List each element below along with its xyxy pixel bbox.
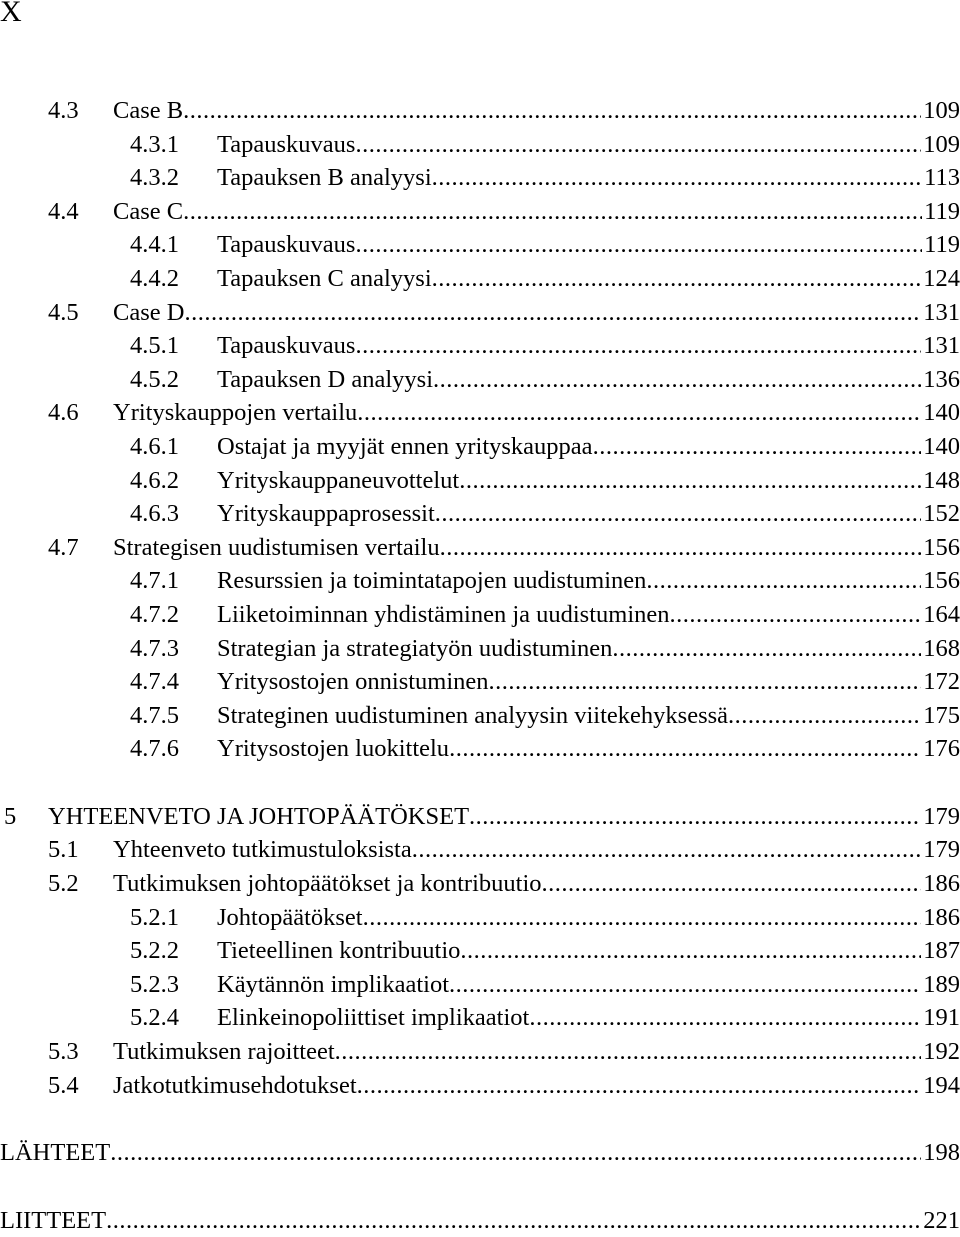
toc-entry-line	[113, 296, 960, 330]
toc-entry-page-number: 179	[923, 836, 960, 864]
table-of-contents	[0, 94, 960, 1237]
toc-entry-title: Tutkimuksen rajoitteet	[113, 1038, 335, 1066]
toc-entry-number: 4.7.3	[130, 634, 179, 662]
dot-leader	[459, 464, 921, 498]
dot-leader	[184, 296, 921, 330]
toc-entry-page-number: 109	[923, 97, 960, 124]
toc-entry-page-number: 189	[923, 970, 960, 998]
dot-leader	[612, 632, 921, 666]
dot-leader	[355, 228, 922, 262]
toc-entry-page-number: 131	[923, 332, 960, 360]
toc-entry-number: 4.4.1	[130, 231, 179, 259]
toc-entry[interactable]	[0, 531, 960, 565]
toc-entry-title: Case C	[113, 197, 184, 225]
dot-leader	[110, 1136, 921, 1170]
toc-entry-line	[113, 833, 960, 867]
toc-entry-line	[217, 128, 960, 162]
toc-entry-page-number: 172	[923, 668, 960, 696]
toc-entry-line	[48, 800, 960, 834]
toc-entry-line	[217, 901, 960, 935]
toc-entry-line	[217, 228, 960, 262]
toc-entry[interactable]	[0, 665, 960, 699]
dot-leader	[355, 329, 921, 363]
toc-entry[interactable]	[0, 867, 960, 901]
toc-entry-title: Tapauskuvaus	[217, 130, 356, 158]
toc-entry[interactable]	[0, 901, 960, 935]
toc-gap	[0, 766, 960, 800]
toc-entry-number: 4.7.6	[130, 735, 179, 763]
toc-entry[interactable]	[0, 564, 960, 598]
toc-entry-page-number: 131	[923, 298, 960, 326]
toc-entry-number: 5.2.1	[130, 903, 179, 931]
toc-entry-line	[0, 1204, 960, 1237]
toc-entry[interactable]	[0, 329, 960, 363]
dot-leader	[357, 396, 921, 430]
toc-entry-line	[217, 497, 960, 531]
dot-leader	[469, 800, 921, 834]
toc-entry-page-number: 136	[923, 365, 960, 393]
toc-entry[interactable]	[0, 161, 960, 195]
toc-entry-number: 4.7.4	[130, 668, 179, 696]
toc-entry-page-number: 113	[924, 164, 960, 192]
toc-entry-number: 5.2.4	[130, 1004, 179, 1032]
toc-entry-title: Tapauskuvaus	[217, 231, 356, 259]
toc-group-chapter-4	[0, 94, 960, 766]
toc-entry-title: Strateginen uudistuminen analyysin viitekehyksessä	[217, 701, 729, 729]
toc-entry[interactable]	[0, 262, 960, 296]
dot-leader	[433, 363, 921, 397]
toc-entry-number: 4.7.5	[130, 701, 179, 729]
toc-entry-page-number: 198	[923, 1139, 960, 1167]
dot-leader	[593, 430, 922, 464]
toc-entry-number: 4.7	[48, 533, 79, 561]
toc-entry-page-number: 140	[923, 399, 960, 427]
toc-entry-line	[0, 1136, 960, 1170]
toc-entry-page-number: 191	[923, 1004, 960, 1032]
toc-entry-page-number: 179	[923, 802, 960, 830]
toc-entry-page-number: 175	[923, 701, 960, 729]
toc-entry[interactable]	[0, 1035, 960, 1069]
toc-entry[interactable]	[0, 833, 960, 867]
toc-entry[interactable]	[0, 464, 960, 498]
toc-entry[interactable]	[0, 396, 960, 430]
toc-entry-number: 4.3.1	[130, 130, 179, 158]
toc-entry[interactable]	[0, 1069, 960, 1103]
toc-entry-number: 4.4.2	[130, 264, 179, 292]
toc-entry-title: Case D	[113, 298, 185, 326]
toc-entry-line	[113, 1035, 960, 1069]
toc-entry-title: Tapauksen D analyysi	[217, 365, 434, 393]
toc-entry-title: Tapauksen C analyysi	[217, 264, 432, 292]
toc-entry-title: Strategian ja strategiatyön uudistuminen	[217, 634, 613, 662]
toc-entry-title: Johtopäätökset	[217, 903, 363, 931]
toc-entry-line	[217, 464, 960, 498]
toc-entry-title: Tutkimuksen johtopäätökset ja kontribuutio	[113, 870, 542, 898]
dot-leader	[460, 934, 921, 968]
toc-entry-number: 4.7.2	[130, 600, 179, 628]
toc-entry-page-number: 187	[923, 937, 960, 965]
toc-entry-number: 4.5.2	[130, 365, 179, 393]
toc-entry-title: Yritysostojen luokittelu	[217, 735, 450, 763]
dot-leader	[355, 128, 921, 162]
toc-entry[interactable]	[0, 497, 960, 531]
toc-entry-number: 4.5	[48, 298, 79, 326]
toc-entry-title: LÄHTEET	[0, 1139, 111, 1167]
toc-entry-line	[217, 665, 960, 699]
toc-group-chapter-5	[0, 800, 960, 1102]
toc-entry-line	[113, 94, 960, 128]
toc-entry[interactable]	[0, 1136, 960, 1170]
toc-entry-number: 4.3.2	[130, 164, 179, 192]
toc-entry-line	[217, 1001, 960, 1035]
toc-entry-page-number: 119	[924, 231, 960, 259]
toc-entry-line	[217, 968, 960, 1002]
dot-leader	[440, 531, 922, 565]
toc-entry-title: Käytännön implikaatiot	[217, 970, 450, 998]
toc-entry-title: YHTEENVETO JA JOHTOPÄÄTÖKSET	[48, 802, 470, 830]
toc-entry-page-number: 186	[923, 903, 960, 931]
toc-entry-page-number: 192	[923, 1038, 960, 1066]
dot-leader	[106, 1204, 921, 1237]
toc-entry-number: 4.6	[48, 399, 79, 427]
dot-leader	[412, 833, 922, 867]
toc-entry-number: 4.6.1	[130, 432, 179, 460]
toc-entry-title: Yritysostojen onnistuminen	[217, 668, 489, 696]
toc-group-references	[0, 1136, 960, 1170]
toc-entry-number: 4.7.1	[130, 567, 179, 595]
dot-leader	[489, 665, 922, 699]
corner-mark: X	[0, 0, 22, 28]
toc-entry[interactable]	[0, 968, 960, 1002]
toc-entry-page-number: 221	[923, 1206, 960, 1234]
toc-entry-line	[113, 531, 960, 565]
toc-entry-title: Strategisen uudistumisen vertailu	[113, 533, 440, 561]
toc-entry-line	[217, 161, 960, 195]
toc-entry-title: Elinkeinopoliittiset implikaatiot	[217, 1004, 530, 1032]
toc-gap	[0, 1170, 960, 1204]
toc-entry-line	[217, 699, 960, 733]
toc-entry[interactable]	[0, 195, 960, 229]
toc-entry-number: 5.2.2	[130, 937, 179, 965]
toc-entry-number: 4.3	[48, 97, 79, 124]
toc-entry-title: Tapauksen B analyysi	[217, 164, 432, 192]
dot-leader	[542, 867, 922, 901]
toc-entry[interactable]	[0, 1204, 960, 1237]
toc-entry-page-number: 152	[923, 500, 960, 528]
toc-entry-line	[217, 430, 960, 464]
toc-entry-title: Yhteenveto tutkimustuloksista	[113, 836, 412, 864]
dot-leader	[529, 1001, 921, 1035]
toc-entry[interactable]	[0, 800, 960, 834]
toc-entry-number: 4.5.1	[130, 332, 179, 360]
toc-entry[interactable]	[0, 228, 960, 262]
toc-entry[interactable]	[0, 732, 960, 766]
toc-entry-line	[113, 195, 960, 229]
toc-entry-number: 4.4	[48, 197, 79, 225]
toc-entry-page-number: 156	[923, 567, 960, 595]
toc-entry-line	[113, 867, 960, 901]
toc-entry-line	[217, 262, 960, 296]
toc-entry-title: Yrityskauppaprosessit	[217, 500, 435, 528]
toc-entry[interactable]	[0, 1001, 960, 1035]
toc-entry-page-number: 156	[923, 533, 960, 561]
toc-entry-number: 5.2.3	[130, 970, 179, 998]
toc-entry-page-number: 109	[923, 130, 960, 158]
dot-leader	[670, 598, 922, 632]
toc-entry-title: Resurssien ja toimintatapojen uudistuminen	[217, 567, 647, 595]
dot-leader	[335, 1035, 922, 1069]
dot-leader	[728, 699, 921, 733]
dot-leader	[449, 968, 921, 1002]
toc-entry-title: LIITTEET	[0, 1206, 107, 1234]
toc-entry-page-number: 140	[923, 432, 960, 460]
dot-leader	[432, 262, 922, 296]
toc-entry[interactable]	[0, 934, 960, 968]
toc-entry-title: Tieteellinen kontribuutio	[217, 937, 461, 965]
toc-entry-title: Yrityskauppaneuvottelut	[217, 466, 460, 494]
toc-entry-line	[217, 934, 960, 968]
toc-entry-title: Jatkotutkimusehdotukset	[113, 1071, 357, 1099]
dot-leader	[646, 564, 921, 598]
toc-entry[interactable]	[0, 94, 960, 128]
toc-entry-line	[217, 329, 960, 363]
toc-entry-page-number: 148	[923, 466, 960, 494]
toc-entry[interactable]	[0, 430, 960, 464]
toc-entry[interactable]	[0, 128, 960, 162]
toc-entry-line	[217, 732, 960, 766]
toc-entry-line	[217, 632, 960, 666]
toc-entry-page-number: 194	[923, 1071, 960, 1099]
dot-leader	[357, 1069, 922, 1103]
toc-entry-title: Ostajat ja myyjät ennen yrityskauppaa	[217, 432, 593, 460]
toc-entry-number: 4.6.3	[130, 500, 179, 528]
dot-leader	[363, 901, 922, 935]
toc-entry-page-number: 119	[924, 197, 960, 225]
toc-entry[interactable]	[0, 632, 960, 666]
toc-gap	[0, 1102, 960, 1136]
toc-entry[interactable]	[0, 363, 960, 397]
dot-leader	[449, 732, 921, 766]
toc-entry-number: 4.6.2	[130, 466, 179, 494]
dot-leader	[183, 94, 921, 128]
toc-entry-title: Case B	[113, 97, 184, 124]
toc-entry[interactable]	[0, 699, 960, 733]
toc-entry-line	[217, 564, 960, 598]
toc-entry-number: 5.3	[48, 1038, 79, 1066]
toc-entry-line	[113, 396, 960, 430]
toc-entry-line	[217, 363, 960, 397]
toc-entry-page-number: 168	[923, 634, 960, 662]
dot-leader	[183, 195, 922, 229]
toc-entry-page-number: 164	[923, 600, 960, 628]
toc-entry-line	[217, 598, 960, 632]
toc-entry-number: 5.1	[48, 836, 79, 864]
toc-entry-number: 5	[4, 802, 17, 830]
toc-entry-page-number: 124	[923, 264, 960, 292]
toc-entry-page-number: 176	[923, 735, 960, 763]
toc-entry[interactable]	[0, 598, 960, 632]
toc-entry-title: Tapauskuvaus	[217, 332, 356, 360]
toc-entry-number: 5.2	[48, 870, 79, 898]
dot-leader	[432, 161, 923, 195]
toc-entry-title: Liiketoiminnan yhdistäminen ja uudistuminen	[217, 600, 670, 628]
toc-entry-title: Yrityskauppojen vertailu	[113, 399, 358, 427]
toc-entry-line	[113, 1069, 960, 1103]
toc-entry-page-number: 186	[923, 870, 960, 898]
toc-entry-number: 5.4	[48, 1071, 79, 1099]
toc-entry[interactable]	[0, 296, 960, 330]
dot-leader	[435, 497, 922, 531]
toc-group-appendices	[0, 1204, 960, 1237]
